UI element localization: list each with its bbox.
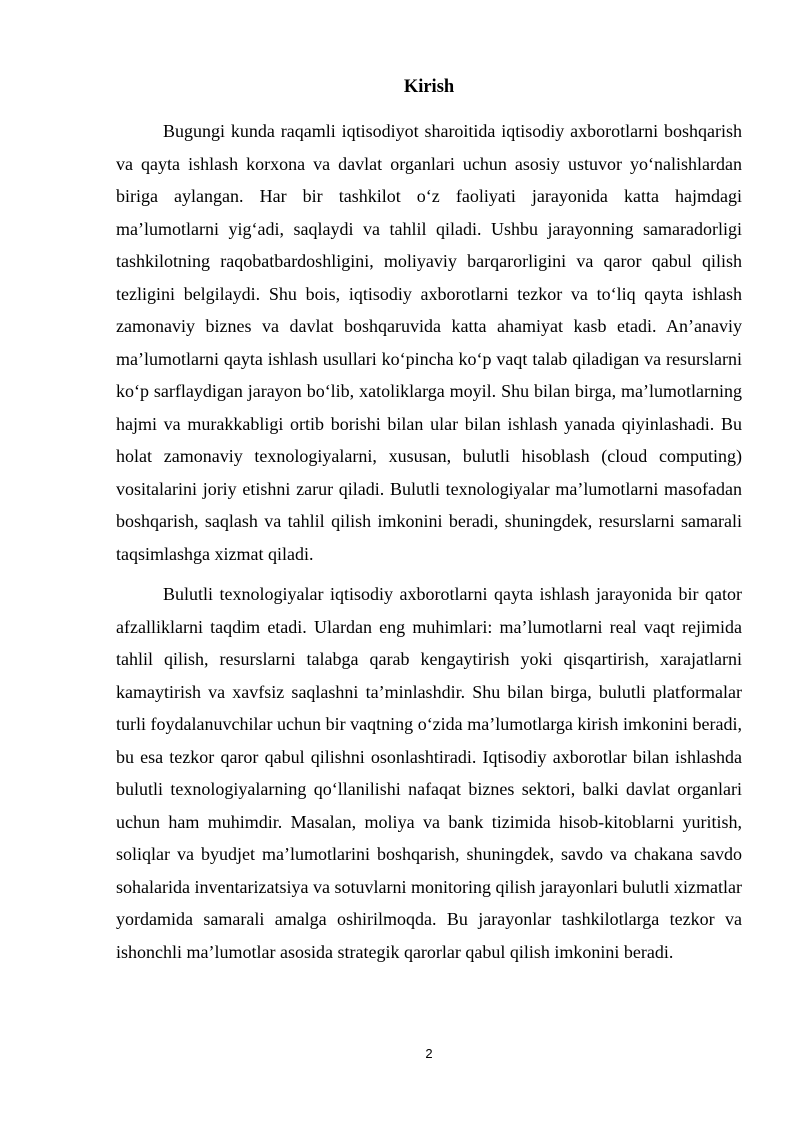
page-number: 2	[425, 1046, 433, 1061]
body-text	[116, 115, 742, 968]
page-title: Kirish	[403, 77, 455, 97]
paragraph-2: Bulutli texnologiyalar iqtisodiy axborotlarni qayta ishlash jarayonida bir qator afzalliklarni taqdim etadi. Ulardan eng muhimlari: ma’lumotlarni real vaqt rejimida tahlil qilish, resurslarni talabga qarab kengaytirish yoki qisqartirish, xarajatlarni kamaytirish va xavfsiz saqlashni ta’minlashdir. Shu bilan birga, bulutli platformalar turli foydalanuvchilar uchun bir vaqtning o‘zida ma’lumotlarga kirish imkonini beradi, bu esa tezkor qaror qabul qilishni osonlashtiradi. Iqtisodiy axborotlar bilan ishlashda bulutli texnologiyalarning qo‘llanilishi nafaqat biznes sektori, balki davlat organlari uchun ham muhimdir. Masalan, moliya va bank tizimida hisob-kitoblarni yuritish, soliqlar va byudjet ma’lumotlarini boshqarish, shuningdek, savdo va chakana savdo sohalarida inventarizatsiya va sotuvlarni monitoring qilish jarayonlari bulutli xizmatlar yordamida samarali amalga oshirilmoqda. Bu jarayonlar tashkilotlarga tezkor va ishonchli ma’lumotlar asosida strategik qarorlar qabul qilish imkonini beradi.	[116, 584, 742, 962]
paragraph-1: Bugungi kunda raqamli iqtisodiyot sharoitida iqtisodiy axborotlarni boshqarish va qayta ishlash korxona va davlat organlari uchun asosiy ustuvor yo‘nalishlardan biriga aylangan. Har bir tashkilot o‘z faoliyati jarayonida katta hajmdagi ma’lumotlarni yig‘adi, saqlaydi va tahlil qiladi. Ushbu jarayonning samaradorligi tashkilotning raqobatbardoshligini, moliyaviy barqarorligini va qaror qabul qilish tezligini belgilaydi. Shu bois, iqtisodiy axborotlarni tezkor va to‘liq qayta ishlash zamonaviy biznes va davlat boshqaruvida katta ahamiyat kasb etadi. An’anaviy ma’lumotlarni qayta ishlash usullari ko‘pincha ko‘p vaqt talab qiladigan va resurslarni ko‘p sarflaydigan jarayon bo‘lib, xatoliklarga moyil. Shu bilan birga, ma’lumotlarning hajmi va murakkabligi ortib borishi bilan ular bilan ishlash yanada qiyinlashadi. Bu holat zamonaviy texnologiyalarni, xususan, bulutli hisoblash (cloud computing) vositalarini joriy etishni zarur qiladi. Bulutli texnologiyalar ma’lumotlarni masofadan boshqarish, saqlash va tahlil qilish imkonini beradi, shuningdek, resurslarni samarali taqsimlashga xizmat qiladi.	[116, 121, 742, 564]
